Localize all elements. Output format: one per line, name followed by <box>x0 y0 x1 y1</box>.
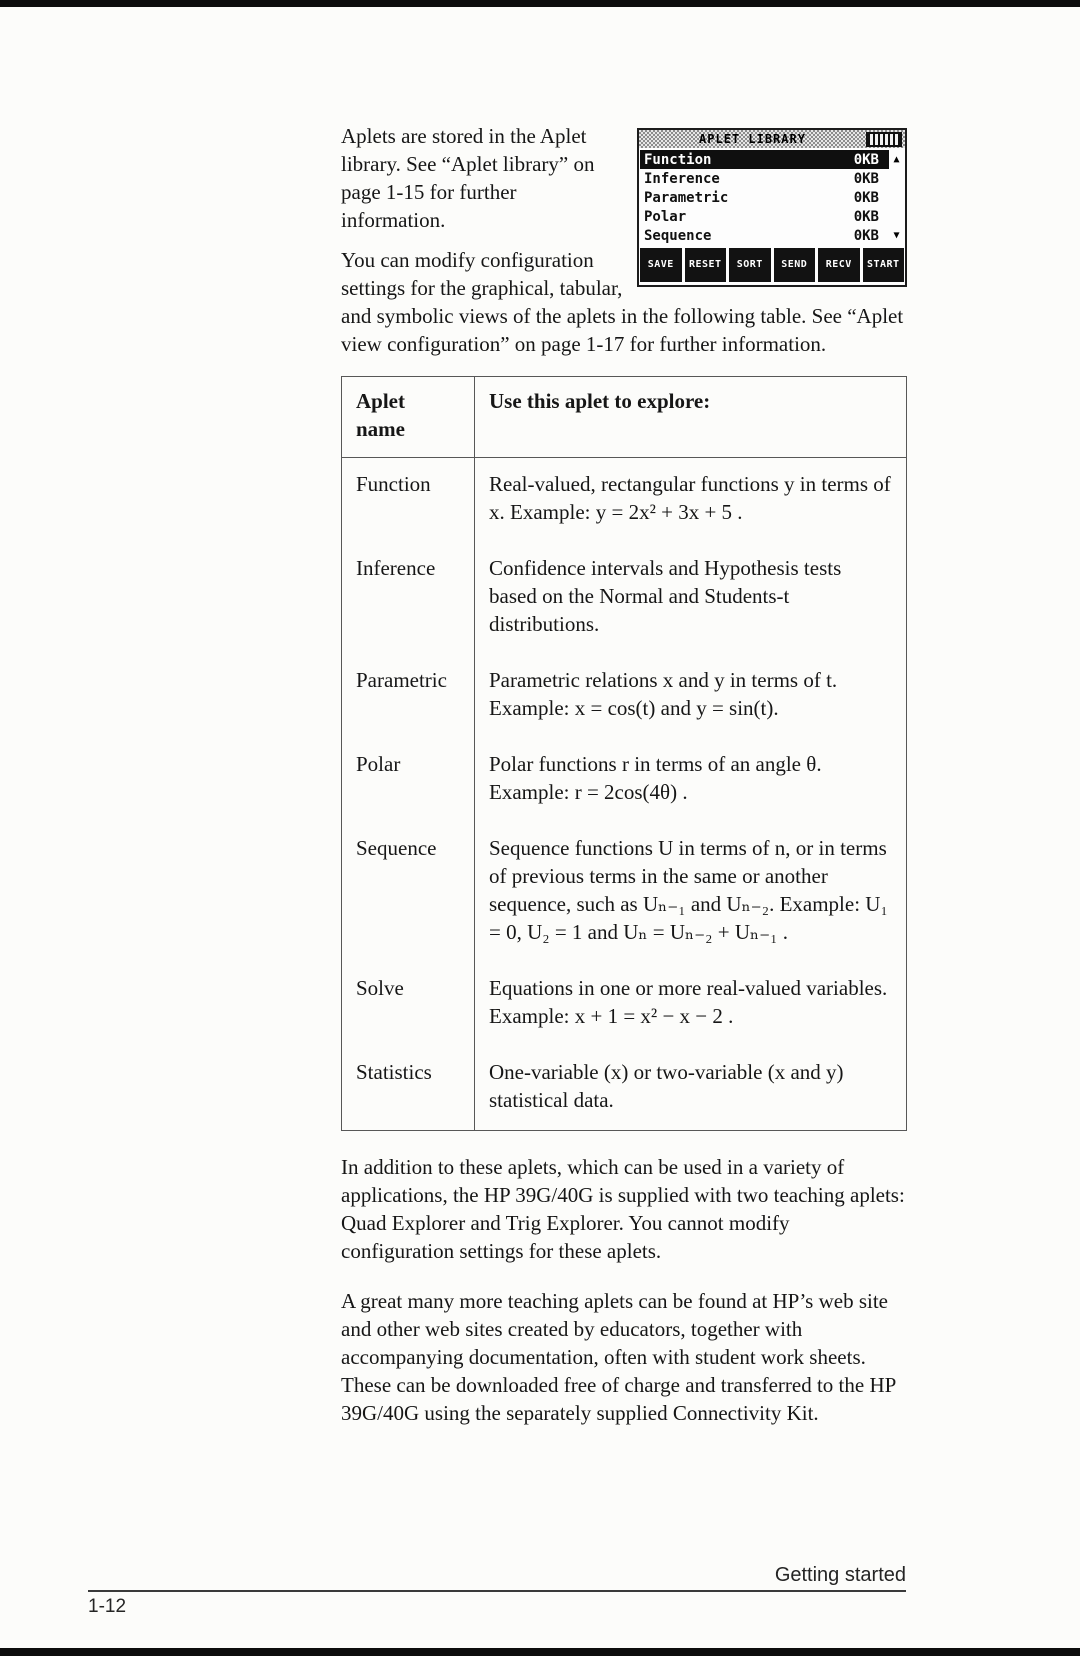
table-cell-name: Statistics <box>342 1046 475 1131</box>
intro-paragraph-2: You can modify configuration settings for the graphical, tabular, and symbolic views of the aplets in the following table. See “Aplet view configuration” on page 1-17 for further information. <box>341 248 904 356</box>
table-row <box>342 654 907 738</box>
aplet-name: Sequence <box>644 227 712 244</box>
aplet-name: Function <box>644 151 712 168</box>
page-body <box>341 122 907 1427</box>
aplet-name: Polar <box>644 208 687 225</box>
aplet-size: 0KB <box>853 208 879 225</box>
table-row <box>342 458 907 543</box>
softkey-recv: RECV <box>818 248 860 282</box>
softkey-send: SEND <box>774 248 816 282</box>
table-header-row <box>342 377 907 458</box>
table-row <box>342 738 907 822</box>
post-paragraph-2: A great many more teaching aplets can be found at HP’s web site and other web sites created by educators, together with accompanying documentation, often with student work sheets. These can be downloaded free of charge and transferred to the HP 39G/40G using the separately supplied Connectivity Kit. <box>341 1289 896 1425</box>
softkey-start: START <box>863 248 905 282</box>
aplet-size: 0KB <box>853 189 879 206</box>
footer-page-number: 1-12 <box>88 1596 127 1617</box>
scan-edge-top <box>0 0 1080 7</box>
table-row <box>342 822 907 962</box>
aplet-library-title: APLET LIBRARY <box>699 132 806 146</box>
softkey-sort: SORT <box>729 248 771 282</box>
softkey-save: SAVE <box>640 248 682 282</box>
annunciator-icon <box>866 132 902 147</box>
softkey-reset: RESET <box>685 248 727 282</box>
table-row <box>342 962 907 1046</box>
scroll-up-icon: ▲ <box>893 153 900 165</box>
aplet-size: 0KB <box>853 170 879 187</box>
softkey-menu <box>639 245 905 285</box>
table-cell-desc: Sequence functions U in terms of n, or in terms of previous terms in the same or another sequence, such as Uₙ₋₁ and Uₙ₋₂. Example: U₁ = 0, U₂ = 1 and Uₙ = Uₙ₋₂ + Uₙ₋₁ . <box>489 836 888 944</box>
table-cell-name: Function <box>342 458 475 543</box>
aplet-size: 0KB <box>853 227 879 244</box>
table-row <box>342 1046 907 1131</box>
page-footer <box>88 1564 906 1618</box>
intro-paragraph-1: Aplets are stored in the Aplet library. See “Aplet library” on page 1-15 for further information. <box>341 124 595 232</box>
aplet-list <box>639 148 905 245</box>
table-cell-desc: Confidence intervals and Hypothesis tests based on the Normal and Students-t distributions. <box>489 556 842 636</box>
table-cell-desc: One-variable (x) or two-variable (x and y) statistical data. <box>489 1060 844 1112</box>
table-cell-desc: Polar functions r in terms of an angle θ. Example: r = 2cos(4θ) . <box>489 752 822 804</box>
aplet-table <box>341 376 907 1131</box>
table-cell-name: Sequence <box>342 822 475 962</box>
table-cell-name: Inference <box>342 542 475 654</box>
table-row <box>342 542 907 654</box>
table-header-aplet-name: Aplet name <box>342 377 475 458</box>
table-cell-name: Polar <box>342 738 475 822</box>
post-paragraph-1: In addition to these aplets, which can be used in a variety of applications, the HP 39G/40G is supplied with two teaching aplets: Quad Explorer and Trig Explorer. You cannot modify configuration settings for these aplets. <box>341 1155 905 1263</box>
aplet-name: Parametric <box>644 189 729 206</box>
scan-edge-bottom <box>0 1648 1080 1656</box>
table-cell-name: Parametric <box>342 654 475 738</box>
table-cell-desc: Real-valued, rectangular functions y in terms of x. Example: y = 2x² + 3x + 5 . <box>489 472 891 524</box>
aplet-library-screen <box>637 128 907 287</box>
closing-paragraphs <box>341 1153 907 1427</box>
table-header-explore: Use this aplet to explore: <box>475 377 907 458</box>
table-cell-desc: Equations in one or more real-valued variables. Example: x + 1 = x² − x − 2 . <box>489 976 888 1028</box>
table-cell-name: Solve <box>342 962 475 1046</box>
calculator-screenshot <box>637 128 907 287</box>
aplet-row <box>640 226 904 245</box>
footer-section-title: Getting started <box>774 1564 906 1586</box>
aplet-row-sequence <box>640 226 889 245</box>
aplet-name: Inference <box>644 170 720 187</box>
scroll-down-icon: ▼ <box>893 229 900 241</box>
aplet-size: 0KB <box>853 151 879 168</box>
table-cell-desc: Parametric relations x and y in terms of t. Example: x = cos(t) and y = sin(t). <box>489 668 838 720</box>
